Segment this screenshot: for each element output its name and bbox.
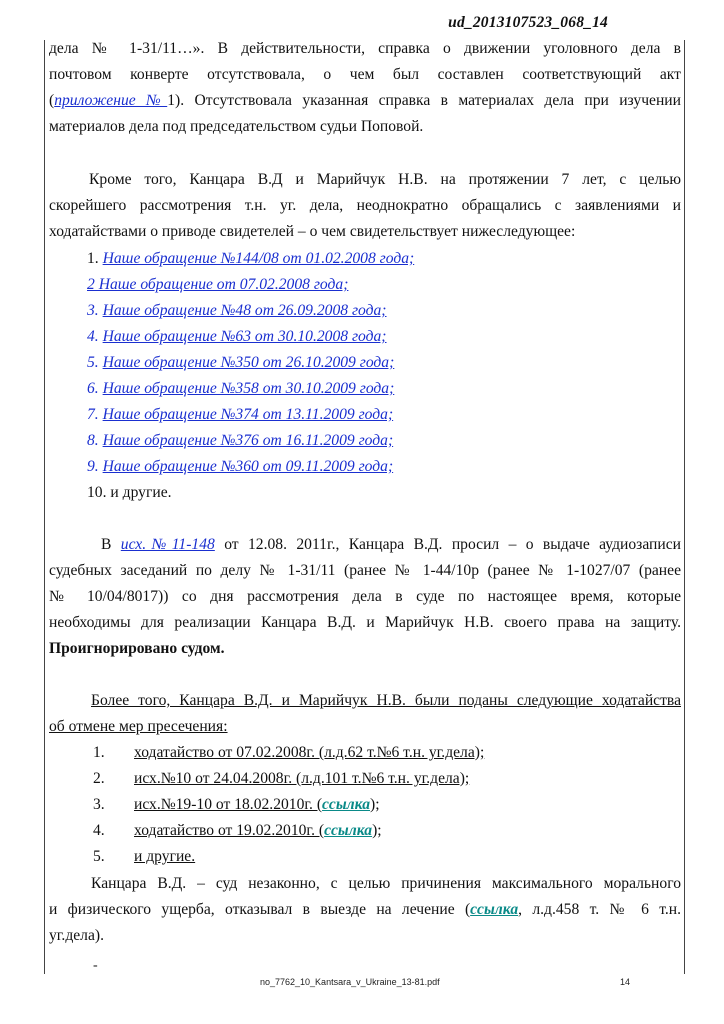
paragraph-5-line-3: уг.дела). xyxy=(49,927,104,944)
appeal-link[interactable]: Наше обращение №350 от 26.10.2009 года; xyxy=(102,354,395,371)
appeal-item xyxy=(87,246,414,272)
appeal-item xyxy=(87,454,393,480)
appendix-link[interactable]: приложение № xyxy=(54,92,168,109)
trailing-dash: - xyxy=(93,958,98,973)
paragraph-5 xyxy=(49,871,681,949)
paragraph-3-prefix: В xyxy=(101,536,121,553)
motion-text: ходатайство от 07.02.2008г. (л.д.62 т.№6 т.н. уг.дела); xyxy=(134,744,485,761)
motion-item xyxy=(134,740,484,766)
paragraph-2-line-2: скорейшего рассмотрения т.н. уг. дела, неоднократно обращались с заявлениями и xyxy=(49,197,681,214)
appeal-item xyxy=(87,350,394,376)
appeal-link[interactable]: Наше обращение №144/08 от 01.02.2008 года; xyxy=(102,250,415,267)
motion-reference-link[interactable]: ссылка xyxy=(322,796,370,813)
paragraph-2 xyxy=(49,167,681,245)
paragraph-3-line-4: необходимы для реализации Канцара В.Д. и Марийчук Н.В. своего права на защиту. xyxy=(49,614,681,631)
paragraph-1-line-1: дела № 1-31/11…». В действительности, справка о движении уголовного дела в xyxy=(49,40,681,57)
appeal-number: 9. xyxy=(87,458,99,475)
motion-number: 2. xyxy=(93,770,105,787)
motion-item xyxy=(134,818,382,844)
paragraph-4-line-2-text: об отмене мер пресечения: xyxy=(49,718,228,735)
paragraph-5-line-2-text: и физического ущерба, отказывал в выезде на лечение ( xyxy=(49,901,471,918)
motion-text: ходатайство от 19.02.2010г. ( xyxy=(134,822,325,839)
paragraph-1-line-3-text: 1). Отсутствовала указанная справка в материалах дела при изучении xyxy=(167,92,681,109)
appeal-item xyxy=(87,376,394,402)
motion-reference-link[interactable]: ссылка xyxy=(324,822,373,839)
appeal-item xyxy=(87,428,393,454)
appeal-number: 1. xyxy=(87,250,99,267)
appeal-link[interactable]: 2 Наше обращение от 07.02.2008 года; xyxy=(87,276,349,293)
appeal-number: 8. xyxy=(87,432,99,449)
appeal-number: 5. xyxy=(87,354,99,371)
page-number: 14 xyxy=(620,977,631,987)
motion-item xyxy=(134,766,469,792)
paragraph-1-line-2: почтовом конверте отсутствовала, о чем был составлен соответствующий акт xyxy=(49,66,681,83)
appeal-item xyxy=(87,298,387,324)
motion-item xyxy=(134,844,195,870)
appeal-number: 4. xyxy=(87,328,99,345)
paragraph-5-line-1: Канцара В.Д. – суд незаконно, с целью причинения максимального морального xyxy=(91,875,681,892)
paragraph-4-line-2 xyxy=(49,714,681,740)
appeal-number: 6. xyxy=(87,380,99,397)
paragraph-3 xyxy=(49,532,681,662)
paragraph-2-line-1: Кроме того, Канцара В.Д и Марийчук Н.В. на протяжении 7 лет, с целью xyxy=(89,171,681,188)
appeal-link[interactable]: Наше обращение №374 от 13.11.2009 года; xyxy=(102,406,394,423)
motion-tail: ); xyxy=(370,796,380,813)
appeal-link[interactable]: Наше обращение №63 от 30.10.2008 года; xyxy=(102,328,387,345)
paragraph-5-line-2-tail: , л.д.458 т. № 6 т.н. xyxy=(518,901,681,918)
motion-tail: ); xyxy=(372,822,382,839)
motion-text: исх.№10 от 24.04.2008г. (л.д.101 т.№6 т.н. уг.дела); xyxy=(134,770,470,787)
appeal-number: 3. xyxy=(87,302,99,319)
paragraph-3-line-1-text: от 12.08. 2011г., Канцара В.Д. просил – о выдаче аудиозаписи xyxy=(214,536,681,553)
footer-filename: no_7762_10_Kantsara_v_Ukraine_13-81.pdf xyxy=(260,977,440,987)
outgoing-letter-link[interactable]: исх.№11-148 xyxy=(120,536,215,553)
reference-link[interactable]: ссылка xyxy=(470,901,519,918)
appeal-number: 7. xyxy=(87,406,99,423)
motion-number: 4. xyxy=(93,822,105,839)
paragraph-1-line-3 xyxy=(49,88,681,114)
left-margin-line xyxy=(44,40,45,974)
paragraph-3-line-2: судебных заседаний по делу № 1-31/11 (ранее № 1-44/10р (ранее № 1-1027/07 (ранее xyxy=(49,562,681,579)
paragraph-4-line-1: Более того, Канцара В.Д. и Марийчук Н.В. были поданы следующие ходатайства xyxy=(91,692,681,709)
appeal-link[interactable]: Наше обращение №358 от 30.10.2009 года; xyxy=(102,380,395,397)
paragraph-2-line-3: ходатайствами о приводе свидетелей – о чем свидетельствует нижеследующее: xyxy=(49,223,576,240)
paragraph-4 xyxy=(49,688,681,740)
paragraph-1 xyxy=(49,36,681,140)
appeals-list-last-item: 10. и другие. xyxy=(87,484,172,501)
document-id-header: ud_2013107523_068_14 xyxy=(448,14,608,31)
paragraph-1-line-4: материалов дела под председательством судьи Поповой. xyxy=(49,118,424,135)
motion-item xyxy=(134,792,380,818)
ignored-by-court-text: Проигнорировано судом. xyxy=(49,640,225,657)
paragraph-3-line-1 xyxy=(49,532,681,558)
appeal-link[interactable]: Наше обращение №360 от 09.11.2009 года; xyxy=(102,458,394,475)
right-margin-line xyxy=(684,40,685,974)
paragraph-3-line-3: № 10/04/8017)) со дня рассмотрения дела в суде по настоящее время, которые xyxy=(49,588,681,605)
appeal-item xyxy=(87,402,393,428)
appeal-item xyxy=(87,272,348,298)
appeal-link[interactable]: Наше обращение №48 от 26.09.2008 года; xyxy=(102,302,387,319)
appeal-item xyxy=(87,324,387,350)
motion-text: исх.№19-10 от 18.02.2010г. ( xyxy=(134,796,323,813)
paragraph-5-line-2 xyxy=(49,897,681,923)
motion-number: 3. xyxy=(93,796,105,813)
motion-number: 5. xyxy=(93,848,105,865)
motion-text: и другие. xyxy=(134,848,196,865)
appeal-link[interactable]: Наше обращение №376 от 16.11.2009 года; xyxy=(102,432,394,449)
paren-open: ( xyxy=(49,92,55,109)
motion-number: 1. xyxy=(93,744,105,761)
